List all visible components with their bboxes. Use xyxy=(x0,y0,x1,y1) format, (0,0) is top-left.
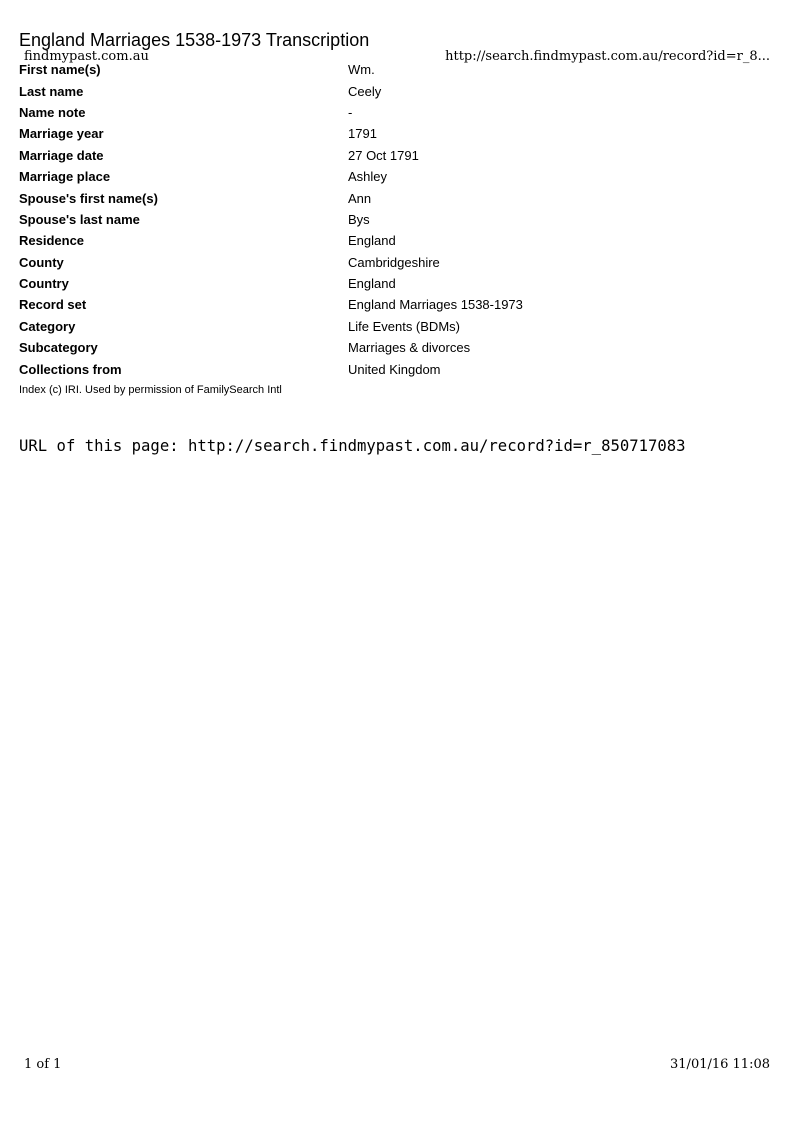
field-value: Wm. xyxy=(348,62,375,78)
field-value: England Marriages 1538-1973 xyxy=(348,297,523,313)
copyright-notice: Index (c) IRI. Used by permission of FamilySearch Intl xyxy=(19,384,282,396)
field-label: Marriage year xyxy=(19,126,104,142)
field-value: Ann xyxy=(348,190,372,206)
record-row-spouse-first-names xyxy=(19,187,759,208)
field-value: England xyxy=(348,276,396,292)
field-value: 27 Oct 1791 xyxy=(348,147,419,163)
record-table xyxy=(19,59,759,380)
record-row-residence xyxy=(19,230,759,251)
field-label: Last name xyxy=(19,83,84,99)
page-title: England Marriages 1538-1973 Transcription xyxy=(19,30,370,50)
field-value: England xyxy=(348,233,396,249)
field-value: Ashley xyxy=(348,169,388,185)
field-label: Spouse's first name(s) xyxy=(19,190,158,206)
field-label: Marriage place xyxy=(19,169,111,185)
page-count: 1 of 1 xyxy=(24,1057,62,1072)
record-row-name-note xyxy=(19,102,759,123)
field-value: Life Events (BDMs) xyxy=(348,318,460,334)
field-label: Category xyxy=(19,318,76,334)
record-row-spouse-last-name xyxy=(19,209,759,230)
field-value: United Kingdom xyxy=(348,361,441,377)
record-row-last-name xyxy=(19,80,759,101)
record-row-country xyxy=(19,273,759,294)
field-label: Collections from xyxy=(19,361,122,377)
record-row-marriage-year xyxy=(19,123,759,144)
field-label: Spouse's last name xyxy=(19,211,140,227)
field-label: Subcategory xyxy=(19,340,98,356)
header-url: http://search.findmypast.com.au/record?id=r_8... xyxy=(445,49,770,64)
field-value: Cambridgeshire xyxy=(348,254,440,270)
header-site-name: findmypast.com.au xyxy=(24,49,149,64)
field-value: - xyxy=(348,104,353,120)
record-row-subcategory xyxy=(19,337,759,358)
record-row-category xyxy=(19,316,759,337)
page-url-line: URL of this page: http://search.findmypast.com.au/record?id=r_850717083 xyxy=(19,437,686,455)
field-value: Ceely xyxy=(348,83,382,99)
field-label: Country xyxy=(19,276,69,292)
field-label: Marriage date xyxy=(19,147,104,163)
field-label: Residence xyxy=(19,233,85,249)
record-row-marriage-date xyxy=(19,145,759,166)
record-row-marriage-place xyxy=(19,166,759,187)
print-datetime: 31/01/16 11:08 xyxy=(670,1057,770,1072)
field-value: Bys xyxy=(348,211,370,227)
field-label: First name(s) xyxy=(19,62,101,78)
field-label: Name note xyxy=(19,104,86,120)
record-row-county xyxy=(19,252,759,273)
record-row-first-names xyxy=(19,59,759,80)
field-label: County xyxy=(19,254,64,270)
field-value: Marriages & divorces xyxy=(348,340,471,356)
record-row-record-set xyxy=(19,294,759,315)
record-row-collections-from xyxy=(19,358,759,379)
field-label: Record set xyxy=(19,297,87,313)
field-value: 1791 xyxy=(348,126,377,142)
